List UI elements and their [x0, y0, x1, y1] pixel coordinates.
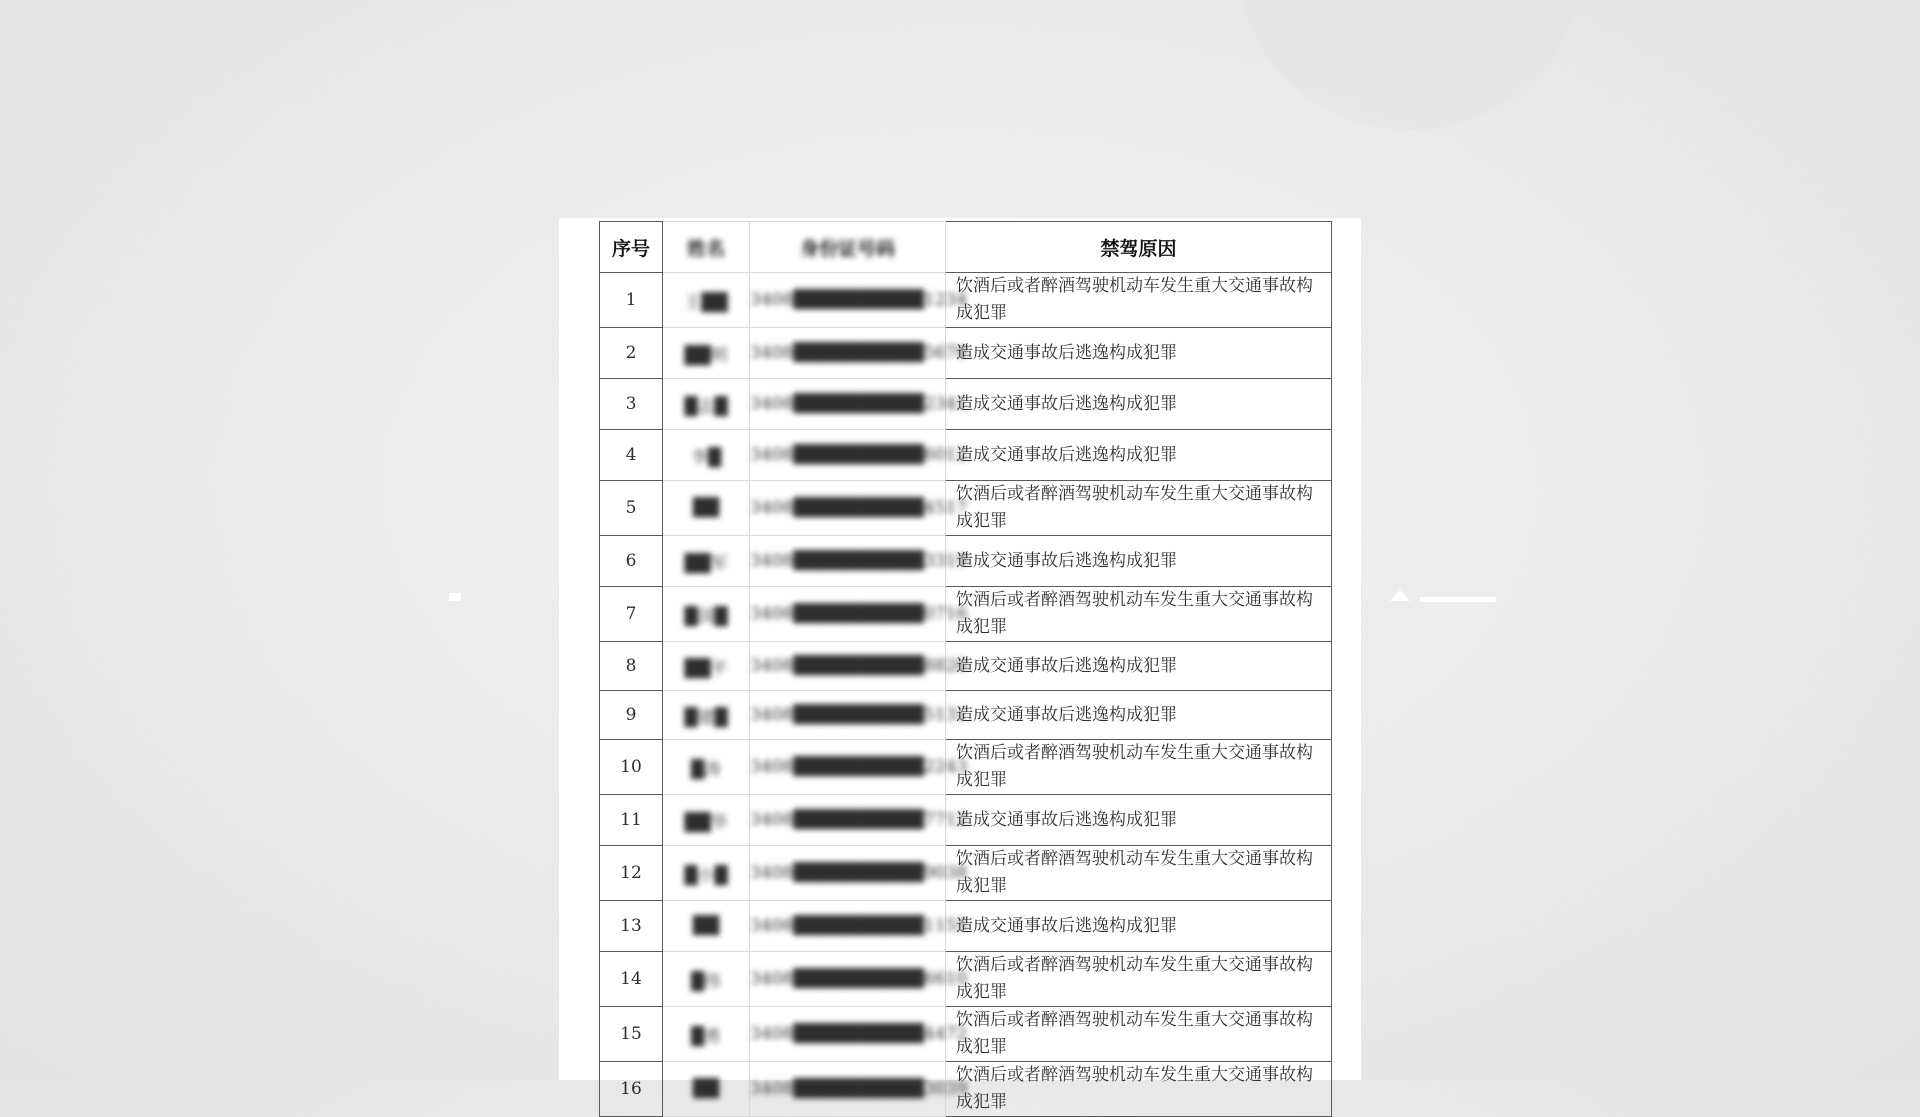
- row-name: ██华: [663, 795, 750, 846]
- table-row: [600, 740, 1332, 795]
- header-index: 序号: [600, 222, 663, 273]
- row-reason: [946, 1062, 1332, 1117]
- table-row: [600, 846, 1332, 901]
- table-header-row: [600, 222, 1332, 273]
- row-reason: [946, 328, 1332, 379]
- row-reason: [946, 691, 1332, 740]
- row-name: █勇: [663, 1007, 750, 1062]
- row-index: 2: [600, 328, 663, 379]
- row-name: █伟: [663, 952, 750, 1007]
- row-index: 3: [600, 379, 663, 430]
- row-reason: [946, 952, 1332, 1007]
- row-name: █志█: [663, 379, 750, 430]
- row-reason: [946, 740, 1332, 795]
- row-index: 10: [600, 740, 663, 795]
- table-row: [600, 691, 1332, 740]
- row-reason: [946, 379, 1332, 430]
- row-reason: [946, 642, 1332, 691]
- row-id-number: 3408██████████3039: [750, 1062, 946, 1117]
- row-index: 14: [600, 952, 663, 1007]
- row-reason: [946, 901, 1332, 952]
- row-id-number: 3408██████████5131: [750, 691, 946, 740]
- row-index: 1: [600, 273, 663, 328]
- row-id-number: 3408██████████3319: [750, 536, 946, 587]
- header-reason: 禁驾原因: [946, 222, 1332, 273]
- row-name: █小█: [663, 846, 750, 901]
- row-reason-text: 饮酒后或者醉酒驾驶机动车发生重大交通事故构成犯罪: [956, 276, 1313, 323]
- row-name: ██: [663, 1062, 750, 1117]
- background-circle: [1240, 0, 1580, 130]
- row-index: 5: [600, 481, 663, 536]
- row-id-number: 3408██████████4472: [750, 1007, 946, 1062]
- overlay-arrow-icon: [1390, 590, 1410, 601]
- row-name: 李█: [663, 430, 750, 481]
- row-name: ██明: [663, 328, 750, 379]
- row-reason-text: 饮酒后或者醉酒驾驶机动车发生重大交通事故构成犯罪: [956, 1065, 1313, 1112]
- row-id-number: 3408██████████7712: [750, 795, 946, 846]
- row-name: ██军: [663, 536, 750, 587]
- row-index: 9: [600, 691, 663, 740]
- row-reason-text: 饮酒后或者醉酒驾驶机动车发生重大交通事故构成犯罪: [956, 1010, 1313, 1057]
- row-name: █建█: [663, 691, 750, 740]
- overlay-mark-left: [449, 593, 461, 601]
- table-row: [600, 901, 1332, 952]
- table-row: [600, 536, 1332, 587]
- table-row: [600, 1062, 1332, 1117]
- row-reason-text: 造成交通事故后逃逸构成犯罪: [956, 810, 1177, 830]
- table-row: [600, 379, 1332, 430]
- row-reason-text: 造成交通事故后逃逸构成犯罪: [956, 551, 1177, 571]
- row-reason-text: 造成交通事故后逃逸构成犯罪: [956, 916, 1177, 936]
- table-row: [600, 587, 1332, 642]
- row-reason-text: 造成交通事故后逃逸构成犯罪: [956, 705, 1177, 725]
- row-reason-text: 造成交通事故后逃逸构成犯罪: [956, 445, 1177, 465]
- row-index: 8: [600, 642, 663, 691]
- row-id-number: 3408██████████6012: [750, 430, 946, 481]
- row-index: 15: [600, 1007, 663, 1062]
- row-id-number: 3408██████████2341: [750, 379, 946, 430]
- row-id-number: 3408██████████6610: [750, 952, 946, 1007]
- row-name: ██平: [663, 642, 750, 691]
- row-name: ██: [663, 481, 750, 536]
- row-id-number: 3408██████████8820: [750, 642, 946, 691]
- overlay-mark-right: [1420, 597, 1496, 602]
- row-index: 12: [600, 846, 663, 901]
- document-page: [559, 218, 1361, 1112]
- row-reason-text: 饮酒后或者醉酒驾驶机动车发生重大交通事故构成犯罪: [956, 743, 1313, 790]
- row-reason-text: 饮酒后或者醉酒驾驶机动车发生重大交通事故构成犯罪: [956, 955, 1313, 1002]
- row-reason: [946, 795, 1332, 846]
- row-index: 13: [600, 901, 663, 952]
- row-id-number: 3408██████████5678: [750, 328, 946, 379]
- row-name: ██: [663, 901, 750, 952]
- row-index: 11: [600, 795, 663, 846]
- table-row: [600, 430, 1332, 481]
- table-row: [600, 273, 1332, 328]
- header-name: 姓名: [663, 222, 750, 273]
- table-body: [600, 273, 1332, 1117]
- row-id-number: 3408██████████4517: [750, 481, 946, 536]
- row-reason-text: 造成交通事故后逃逸构成犯罪: [956, 656, 1177, 676]
- row-reason-text: 饮酒后或者醉酒驾驶机动车发生重大交通事故构成犯罪: [956, 484, 1313, 531]
- row-reason: [946, 481, 1332, 536]
- header-id: 身份证号码: [750, 222, 946, 273]
- table-row: [600, 642, 1332, 691]
- row-reason: [946, 1007, 1332, 1062]
- row-reason-text: 造成交通事故后逃逸构成犯罪: [956, 394, 1177, 414]
- row-name: 王██: [663, 273, 750, 328]
- row-id-number: 3408██████████1234: [750, 273, 946, 328]
- row-index: 4: [600, 430, 663, 481]
- row-reason-text: 饮酒后或者醉酒驾驶机动车发生重大交通事故构成犯罪: [956, 590, 1313, 637]
- row-reason: [946, 536, 1332, 587]
- row-reason: [946, 273, 1332, 328]
- row-index: 6: [600, 536, 663, 587]
- row-reason-text: 造成交通事故后逃逸构成犯罪: [956, 343, 1177, 363]
- table-row: [600, 1007, 1332, 1062]
- row-index: 7: [600, 587, 663, 642]
- row-name: █国█: [663, 587, 750, 642]
- table-row: [600, 952, 1332, 1007]
- table-row: [600, 481, 1332, 536]
- table-row: [600, 328, 1332, 379]
- row-index: 16: [600, 1062, 663, 1117]
- row-id-number: 3408██████████9038: [750, 846, 946, 901]
- driving-ban-table: [599, 221, 1332, 1117]
- row-reason-text: 饮酒后或者醉酒驾驶机动车发生重大交通事故构成犯罪: [956, 849, 1313, 896]
- row-id-number: 3408██████████2243: [750, 740, 946, 795]
- row-reason: [946, 430, 1332, 481]
- row-id-number: 3408██████████1155: [750, 901, 946, 952]
- row-reason: [946, 587, 1332, 642]
- table-row: [600, 795, 1332, 846]
- row-name: █涛: [663, 740, 750, 795]
- row-id-number: 3408██████████0716: [750, 587, 946, 642]
- row-reason: [946, 846, 1332, 901]
